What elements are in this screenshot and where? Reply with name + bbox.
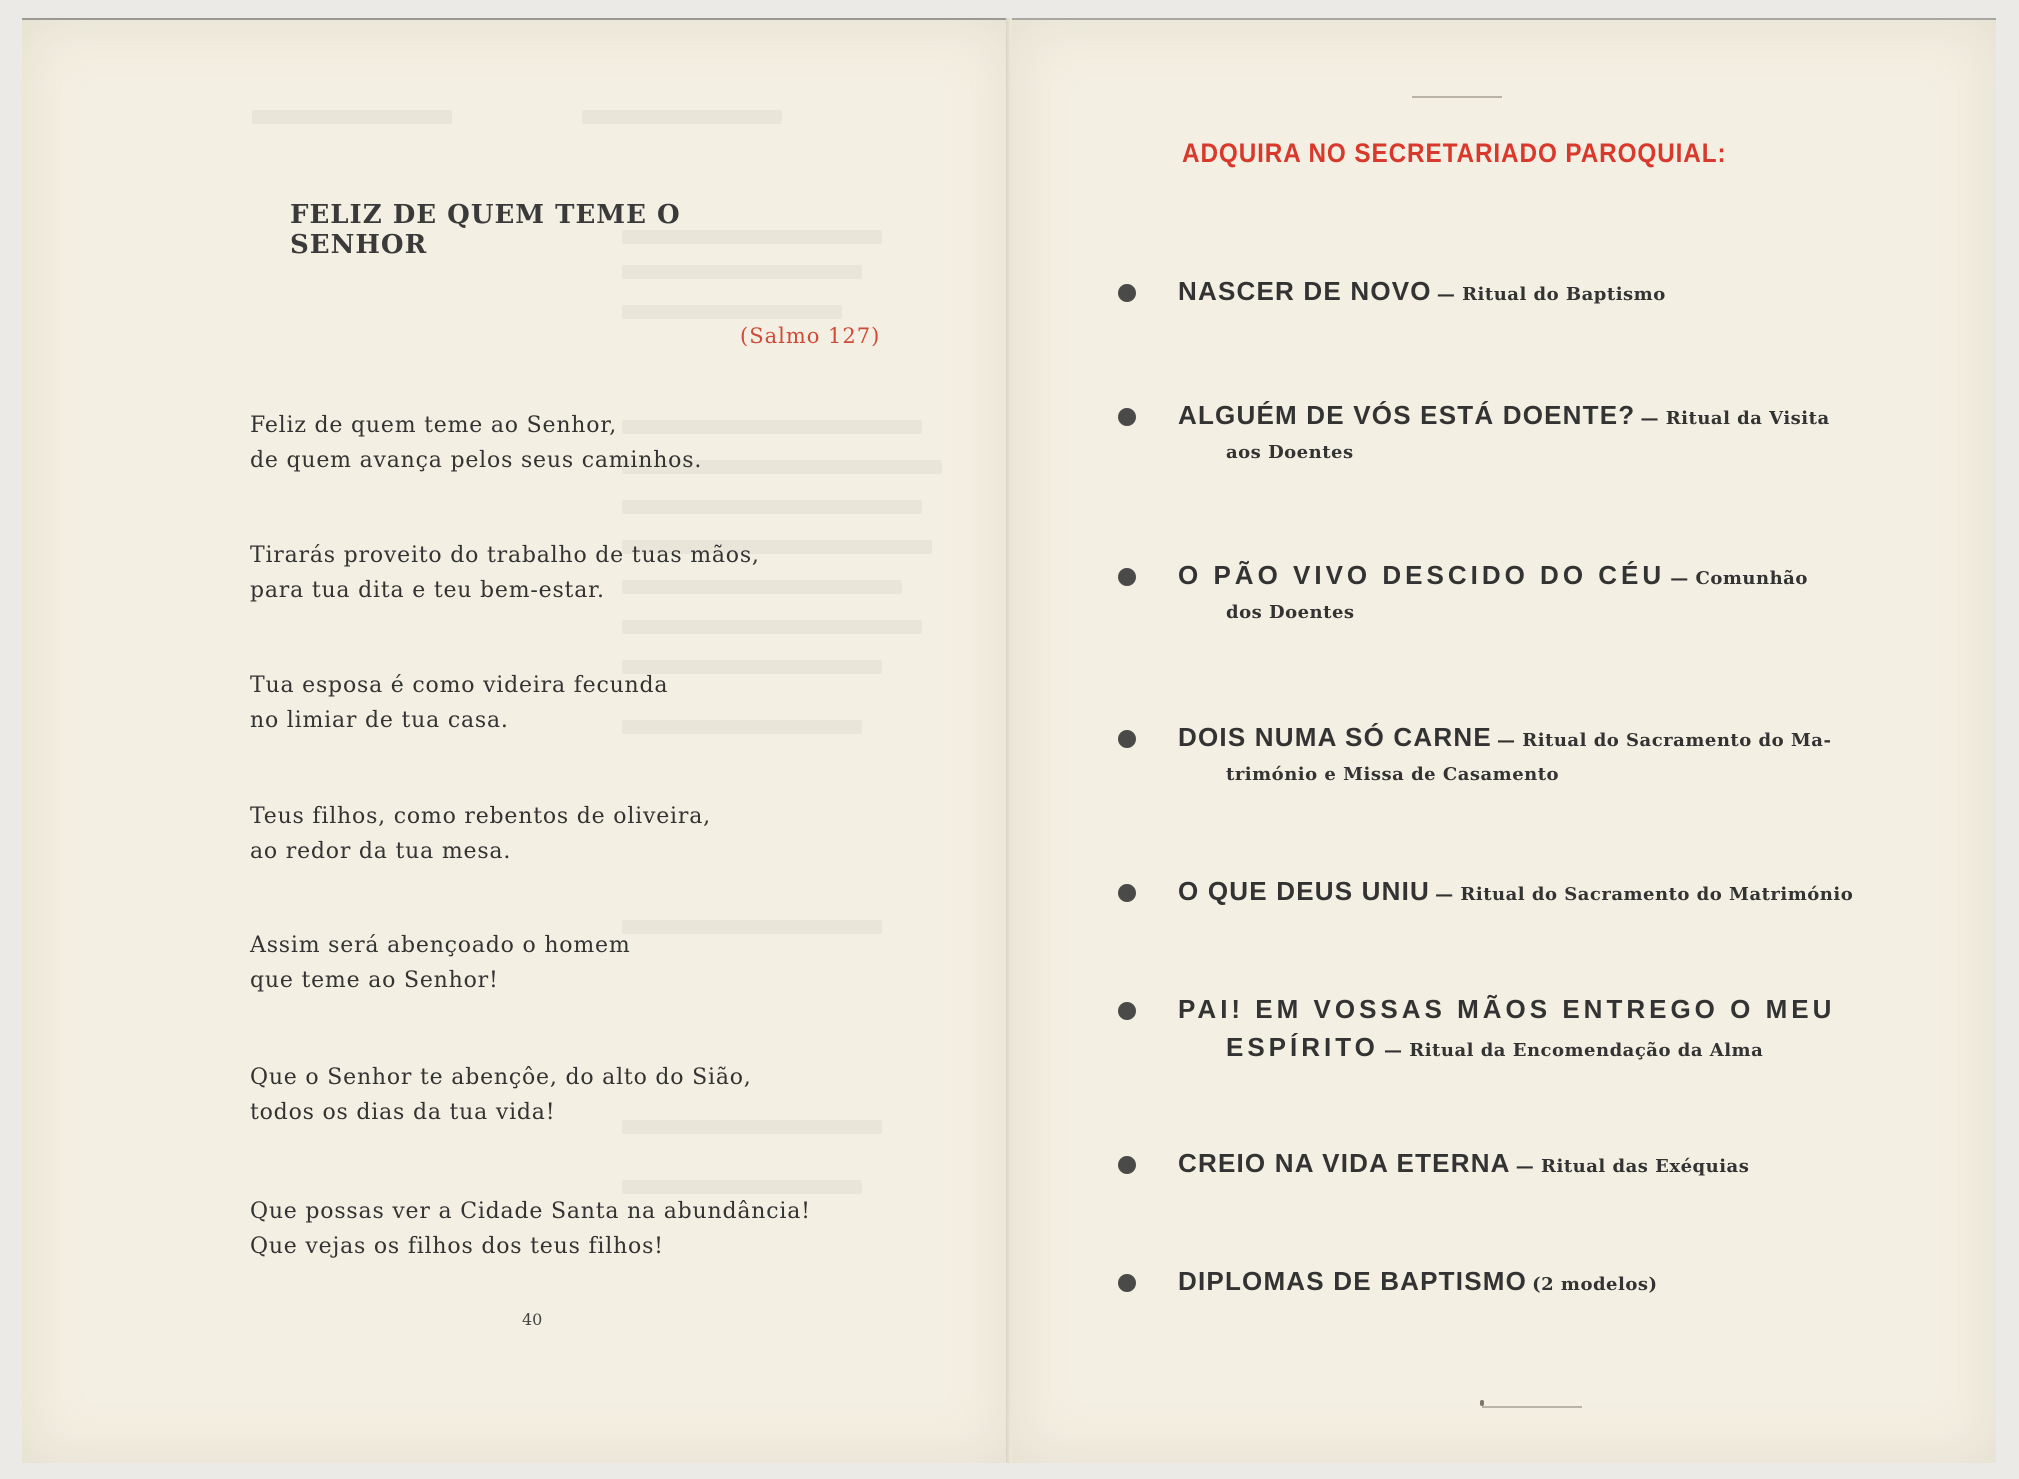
bullet-icon: [1118, 1274, 1136, 1292]
psalm-reference: (Salmo 127): [740, 324, 881, 348]
item-description: — Comunhão: [1670, 568, 1808, 589]
stanza: [250, 1060, 890, 1130]
stanza: [250, 408, 890, 478]
item-title: CREIO NA VIDA ETERNA: [1178, 1148, 1511, 1178]
item-title: O QUE DEUS UNIU: [1178, 876, 1431, 906]
item-description-continued: trimónio e Missa de Casamento: [1226, 764, 1560, 785]
stanza: [250, 928, 890, 998]
bullet-icon: [1118, 1002, 1136, 1020]
bullet-icon: [1118, 568, 1136, 586]
stanza-line: Assim será abençoado o homem: [250, 933, 631, 958]
item-description: — Ritual da Encomendação da Alma: [1383, 1040, 1764, 1061]
staple-mark: [1412, 96, 1502, 98]
item-description-continued: dos Doentes: [1226, 602, 1355, 623]
stanza-line: que teme ao Senhor!: [250, 968, 499, 993]
stanza-line: Tirarás proveito do trabalho de tuas mãos,: [250, 543, 760, 568]
bullet-icon: [1118, 730, 1136, 748]
item-title: PAI! EM VOSSAS MÃOS ENTREGO O MEU: [1178, 994, 1836, 1024]
stanza-line: para tua dita e teu bem-estar.: [250, 578, 605, 603]
stanza-line: Teus filhos, como rebentos de oliveira,: [250, 804, 711, 829]
stanza-line: Que vejas os filhos dos teus filhos!: [250, 1234, 664, 1259]
item-title: DOIS NUMA SÓ CARNE: [1178, 722, 1492, 752]
speck: [1480, 1400, 1484, 1406]
item-title: O PÃO VIVO DESCIDO DO CÉU: [1178, 560, 1666, 590]
item-title: DIPLOMAS DE BAPTISMO: [1178, 1266, 1528, 1296]
stanza-line: Que possas ver a Cidade Santa na abundância!: [250, 1199, 811, 1224]
stanza: [250, 538, 890, 608]
item-description-continued: aos Doentes: [1226, 442, 1354, 463]
psalm-title: FELIZ DE QUEM TEME O SENHOR: [290, 200, 681, 260]
item-description: — Ritual do Baptismo: [1436, 284, 1666, 305]
stanza-line: Que o Senhor te abençôe, do alto do Sião,: [250, 1065, 752, 1090]
item-description: — Ritual das Exéquias: [1515, 1156, 1750, 1177]
item-description: — Ritual da Visita: [1640, 408, 1830, 429]
stanza: [250, 799, 890, 869]
stanza: [250, 1194, 890, 1264]
item-title: ALGUÉM DE VÓS ESTÁ DOENTE?: [1178, 400, 1636, 430]
staple-mark: [1482, 1406, 1582, 1408]
stanza-line: no limiar de tua casa.: [250, 708, 509, 733]
stanza-line: de quem avança pelos seus caminhos.: [250, 448, 703, 473]
section-title: ADQUIRA NO SECRETARIADO PAROQUIAL:: [1182, 138, 1727, 168]
bullet-icon: [1118, 1156, 1136, 1174]
stanza-line: ao redor da tua mesa.: [250, 839, 512, 864]
stanza-line: Tua esposa é como videira fecunda: [250, 673, 669, 698]
item-description: — Ritual do Sacramento do Matrimónio: [1435, 884, 1854, 905]
bullet-icon: [1118, 884, 1136, 902]
item-description: (2 modelos): [1532, 1274, 1658, 1295]
bullet-icon: [1118, 408, 1136, 426]
stanza-line: todos os dias da tua vida!: [250, 1100, 556, 1125]
item-description: — Ritual do Sacramento do Ma-: [1496, 730, 1832, 751]
bullet-icon: [1118, 284, 1136, 302]
stanza: [250, 668, 890, 738]
item-title-continued: ESPÍRITO: [1226, 1032, 1379, 1062]
item-title: NASCER DE NOVO: [1178, 276, 1432, 306]
page-number: 40: [522, 1310, 543, 1329]
stanza-line: Feliz de quem teme ao Senhor,: [250, 413, 618, 438]
